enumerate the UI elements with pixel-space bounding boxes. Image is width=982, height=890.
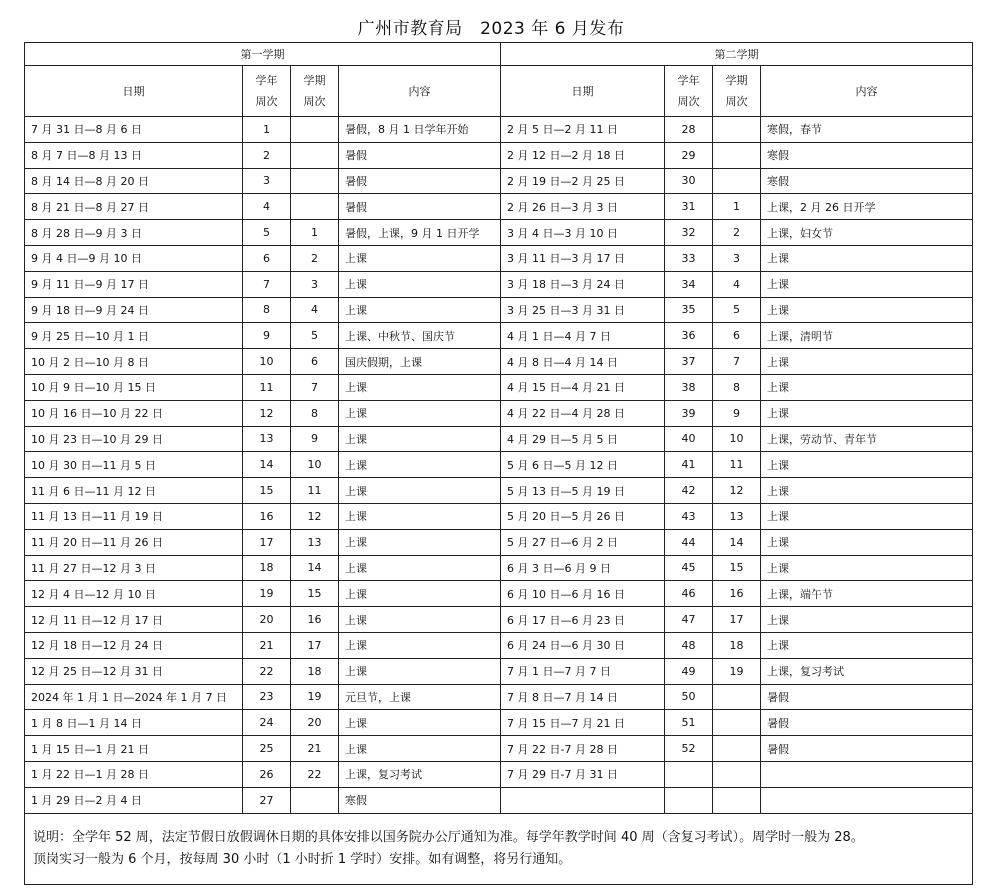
page-title: 广州市教育局 2023 年 6 月发布 <box>357 19 625 39</box>
sem1-content: 上课 <box>339 581 501 607</box>
sem2-semester-week: 5 <box>713 297 761 323</box>
sem1-content: 暑假，8 月 1 日学年开始 <box>339 117 501 143</box>
sem2-year-week: 44 <box>665 529 713 555</box>
sem2-year-week: 42 <box>665 478 713 504</box>
sem1-date: 8 月 28 日—9 月 3 日 <box>25 220 243 246</box>
sem1-semester-week: 15 <box>291 581 339 607</box>
sem1-semester-week: 8 <box>291 400 339 426</box>
sem2-date: 5 月 27 日—6 月 2 日 <box>501 529 665 555</box>
sem2-year-week: 52 <box>665 736 713 762</box>
sem2-semester-week: 8 <box>713 374 761 400</box>
table-row <box>25 684 973 710</box>
sem2-semester-week: 12 <box>713 478 761 504</box>
sem1-year-week: 1 <box>243 117 291 143</box>
sem1-content: 国庆假期，上课 <box>339 349 501 375</box>
sem1-content: 上课 <box>339 736 501 762</box>
note-line-2: 顶岗实习一般为 6 个月，按每周 30 小时（1 小时折 1 学时）安排。如有调整，将另行通知。 <box>33 851 572 867</box>
sem1-date: 8 月 7 日—8 月 13 日 <box>25 142 243 168</box>
sem2-content: 寒假 <box>761 142 973 168</box>
sem2-date: 4 月 22 日—4 月 28 日 <box>501 400 665 426</box>
sem1-semester-week: 9 <box>291 426 339 452</box>
sem2-content: 上课，端午节 <box>761 581 973 607</box>
sem1-year-week: 15 <box>243 478 291 504</box>
sem2-date: 6 月 3 日—6 月 9 日 <box>501 555 665 581</box>
sem1-year-week: 25 <box>243 736 291 762</box>
sem1-year-week: 27 <box>243 787 291 813</box>
sem2-semester-week: 11 <box>713 452 761 478</box>
sem1-year-week: 17 <box>243 529 291 555</box>
sem1-content: 上课 <box>339 426 501 452</box>
sem2-year-week: 38 <box>665 374 713 400</box>
sem2-content: 上课 <box>761 452 973 478</box>
sem1-semester-week: 6 <box>291 349 339 375</box>
sem1-date: 1 月 29 日—2 月 4 日 <box>25 787 243 813</box>
sem2-semester-week <box>713 710 761 736</box>
sem1-year-week: 26 <box>243 761 291 787</box>
sem2-date: 5 月 6 日—5 月 12 日 <box>501 452 665 478</box>
sem2-date: 2 月 12 日—2 月 18 日 <box>501 142 665 168</box>
sem1-content: 暑假 <box>339 168 501 194</box>
sem1-semester-week: 4 <box>291 297 339 323</box>
sem1-content: 上课 <box>339 478 501 504</box>
sem2-content: 上课 <box>761 632 973 658</box>
sem1-date: 1 月 15 日—1 月 21 日 <box>25 736 243 762</box>
sem2-date: 6 月 10 日—6 月 16 日 <box>501 581 665 607</box>
sem2-semester-week: 2 <box>713 220 761 246</box>
sem2-semester-week <box>713 168 761 194</box>
sem1-date: 1 月 8 日—1 月 14 日 <box>25 710 243 736</box>
sem1-year-week: 6 <box>243 245 291 271</box>
sem1-semester-week <box>291 142 339 168</box>
sem2-year-week: 37 <box>665 349 713 375</box>
sem2-semester-week: 7 <box>713 349 761 375</box>
sem1-year-week: 23 <box>243 684 291 710</box>
sem1-semester-week <box>291 194 339 220</box>
sem2-semester-week: 9 <box>713 400 761 426</box>
table-row <box>25 787 973 813</box>
sem2-date: 4 月 29 日—5 月 5 日 <box>501 426 665 452</box>
semester-header-row <box>25 43 973 66</box>
sem1-year-week: 5 <box>243 220 291 246</box>
sem2-year-week: 43 <box>665 503 713 529</box>
sem1-date: 10 月 30 日—11 月 5 日 <box>25 452 243 478</box>
sem2-semester-week: 3 <box>713 245 761 271</box>
sem2-date <box>501 787 665 813</box>
sem1-year-week: 7 <box>243 271 291 297</box>
year-week-header: 学年 周次 <box>243 66 291 117</box>
table-row <box>25 323 973 349</box>
semester-week-header: 学期 周次 <box>291 66 339 117</box>
sem1-date: 8 月 21 日—8 月 27 日 <box>25 194 243 220</box>
sem2-year-week <box>665 761 713 787</box>
sem1-semester-week: 22 <box>291 761 339 787</box>
sem2-year-week <box>665 787 713 813</box>
table-row <box>25 245 973 271</box>
sem2-semester-week: 16 <box>713 581 761 607</box>
sem2-semester-week: 6 <box>713 323 761 349</box>
sem1-date: 9 月 11 日—9 月 17 日 <box>25 271 243 297</box>
sem2-semester-week <box>713 761 761 787</box>
sem2-year-week: 29 <box>665 142 713 168</box>
sem1-semester-week <box>291 168 339 194</box>
sem2-content: 上课，清明节 <box>761 323 973 349</box>
sem1-year-week: 8 <box>243 297 291 323</box>
sem2-content: 寒假 <box>761 168 973 194</box>
sem1-year-week: 19 <box>243 581 291 607</box>
sem2-year-week: 31 <box>665 194 713 220</box>
sem1-date: 11 月 20 日—11 月 26 日 <box>25 529 243 555</box>
sem2-content: 上课，2 月 26 日开学 <box>761 194 973 220</box>
sem2-year-week: 40 <box>665 426 713 452</box>
sem1-semester-week: 11 <box>291 478 339 504</box>
sem1-content: 暑假，上课，9 月 1 日开学 <box>339 220 501 246</box>
table-row <box>25 555 973 581</box>
sem1-content: 上课 <box>339 297 501 323</box>
sem2-year-week: 47 <box>665 607 713 633</box>
sem2-content: 上课 <box>761 374 973 400</box>
sem2-semester-week: 18 <box>713 632 761 658</box>
date-header: 日期 <box>25 66 243 117</box>
sem1-content: 暑假 <box>339 194 501 220</box>
sem2-semester-week: 4 <box>713 271 761 297</box>
sem2-semester-week <box>713 787 761 813</box>
table-row <box>25 607 973 633</box>
sem2-year-week: 28 <box>665 117 713 143</box>
table-row <box>25 142 973 168</box>
sem1-semester-week: 17 <box>291 632 339 658</box>
sem2-date: 7 月 1 日—7 月 7 日 <box>501 658 665 684</box>
table-row <box>25 452 973 478</box>
sem2-semester-week: 13 <box>713 503 761 529</box>
sem1-content: 上课，复习考试 <box>339 761 501 787</box>
sem1-semester-week: 2 <box>291 245 339 271</box>
sem2-date: 7 月 8 日—7 月 14 日 <box>501 684 665 710</box>
sem2-year-week: 45 <box>665 555 713 581</box>
sem1-date: 10 月 9 日—10 月 15 日 <box>25 374 243 400</box>
sem2-year-week: 32 <box>665 220 713 246</box>
sem2-date: 2 月 19 日—2 月 25 日 <box>501 168 665 194</box>
sem2-date: 5 月 20 日—5 月 26 日 <box>501 503 665 529</box>
sem1-content: 元旦节，上课 <box>339 684 501 710</box>
sem2-content: 上课 <box>761 271 973 297</box>
sem1-date: 2024 年 1 月 1 日—2024 年 1 月 7 日 <box>25 684 243 710</box>
sem1-year-week: 9 <box>243 323 291 349</box>
sem2-semester-week <box>713 736 761 762</box>
sem2-date: 7 月 15 日—7 月 21 日 <box>501 710 665 736</box>
calendar-body <box>25 117 973 814</box>
sem1-year-week: 2 <box>243 142 291 168</box>
sem1-year-week: 13 <box>243 426 291 452</box>
sem2-content: 暑假 <box>761 736 973 762</box>
table-row <box>25 710 973 736</box>
table-row <box>25 117 973 143</box>
sem1-date: 8 月 14 日—8 月 20 日 <box>25 168 243 194</box>
sem1-semester-week: 21 <box>291 736 339 762</box>
sem1-date: 9 月 18 日—9 月 24 日 <box>25 297 243 323</box>
sem2-date: 6 月 24 日—6 月 30 日 <box>501 632 665 658</box>
sem2-year-week: 51 <box>665 710 713 736</box>
sem2-semester-week <box>713 142 761 168</box>
sem1-semester-week: 7 <box>291 374 339 400</box>
sem1-content: 上课 <box>339 374 501 400</box>
sem2-date: 2 月 5 日—2 月 11 日 <box>501 117 665 143</box>
sem1-content: 上课 <box>339 400 501 426</box>
sem2-semester-week: 10 <box>713 426 761 452</box>
sem1-date: 12 月 11 日—12 月 17 日 <box>25 607 243 633</box>
school-calendar-table <box>24 42 973 885</box>
sem1-date: 7 月 31 日—8 月 6 日 <box>25 117 243 143</box>
sem1-content: 上课 <box>339 607 501 633</box>
table-row <box>25 503 973 529</box>
semester-week-header: 学期 周次 <box>713 66 761 117</box>
sem2-semester-week <box>713 684 761 710</box>
sem1-semester-week: 10 <box>291 452 339 478</box>
sem2-semester-week: 17 <box>713 607 761 633</box>
content-header: 内容 <box>761 66 973 117</box>
sem2-content: 上课 <box>761 245 973 271</box>
sem1-semester-week <box>291 117 339 143</box>
sem1-year-week: 24 <box>243 710 291 736</box>
sem2-year-week: 41 <box>665 452 713 478</box>
table-row <box>25 297 973 323</box>
sem1-content: 上课 <box>339 529 501 555</box>
sem1-year-week: 10 <box>243 349 291 375</box>
sem1-date: 10 月 2 日—10 月 8 日 <box>25 349 243 375</box>
sem1-semester-week: 20 <box>291 710 339 736</box>
sem1-content: 上课 <box>339 555 501 581</box>
sem2-date: 7 月 29 日-7 月 31 日 <box>501 761 665 787</box>
sem2-year-week: 36 <box>665 323 713 349</box>
sem1-semester-week: 16 <box>291 607 339 633</box>
sem1-semester-week: 14 <box>291 555 339 581</box>
content-header: 内容 <box>339 66 501 117</box>
sem1-date: 10 月 23 日—10 月 29 日 <box>25 426 243 452</box>
sem2-date: 4 月 8 日—4 月 14 日 <box>501 349 665 375</box>
sem2-semester-week: 1 <box>713 194 761 220</box>
sem2-content: 上课，妇女节 <box>761 220 973 246</box>
sem2-content: 上课 <box>761 349 973 375</box>
sem2-content: 上课 <box>761 529 973 555</box>
sem1-date: 9 月 25 日—10 月 1 日 <box>25 323 243 349</box>
sem2-year-week: 48 <box>665 632 713 658</box>
column-header-row <box>25 66 973 117</box>
sem1-content: 上课 <box>339 271 501 297</box>
table-row <box>25 349 973 375</box>
sem2-date: 3 月 4 日—3 月 10 日 <box>501 220 665 246</box>
sem1-date: 1 月 22 日—1 月 28 日 <box>25 761 243 787</box>
sem2-year-week: 39 <box>665 400 713 426</box>
sem1-date: 9 月 4 日—9 月 10 日 <box>25 245 243 271</box>
sem1-content: 上课 <box>339 710 501 736</box>
sem1-content: 暑假 <box>339 142 501 168</box>
sem1-content: 上课 <box>339 658 501 684</box>
sem2-semester-week: 14 <box>713 529 761 555</box>
sem1-content: 上课 <box>339 245 501 271</box>
sem1-semester-week: 19 <box>291 684 339 710</box>
sem1-year-week: 20 <box>243 607 291 633</box>
sem1-date: 12 月 25 日—12 月 31 日 <box>25 658 243 684</box>
table-row <box>25 168 973 194</box>
sem1-semester-week: 1 <box>291 220 339 246</box>
sem2-content: 上课 <box>761 400 973 426</box>
sem1-date: 12 月 18 日—12 月 24 日 <box>25 632 243 658</box>
sem1-content: 上课 <box>339 503 501 529</box>
sem1-semester-week: 18 <box>291 658 339 684</box>
sem2-semester-week: 19 <box>713 658 761 684</box>
sem2-content: 上课 <box>761 503 973 529</box>
sem2-content: 上课 <box>761 297 973 323</box>
sem1-year-week: 18 <box>243 555 291 581</box>
sem1-date: 10 月 16 日—10 月 22 日 <box>25 400 243 426</box>
sem2-date: 3 月 11 日—3 月 17 日 <box>501 245 665 271</box>
sem1-year-week: 4 <box>243 194 291 220</box>
sem1-year-week: 16 <box>243 503 291 529</box>
sem1-semester-week: 13 <box>291 529 339 555</box>
sem1-date: 11 月 13 日—11 月 19 日 <box>25 503 243 529</box>
sem2-year-week: 34 <box>665 271 713 297</box>
sem2-date: 2 月 26 日—3 月 3 日 <box>501 194 665 220</box>
sem1-year-week: 22 <box>243 658 291 684</box>
table-row <box>25 478 973 504</box>
table-row <box>25 194 973 220</box>
sem2-date: 5 月 13 日—5 月 19 日 <box>501 478 665 504</box>
sem1-year-week: 3 <box>243 168 291 194</box>
sem2-content: 上课，复习考试 <box>761 658 973 684</box>
year-week-header: 学年 周次 <box>665 66 713 117</box>
sem2-content <box>761 761 973 787</box>
table-row <box>25 632 973 658</box>
sem2-content: 上课 <box>761 478 973 504</box>
table-row <box>25 426 973 452</box>
sem2-content: 上课 <box>761 607 973 633</box>
sem1-content: 上课 <box>339 632 501 658</box>
table-row <box>25 220 973 246</box>
note-row <box>25 813 973 884</box>
sem2-year-week: 50 <box>665 684 713 710</box>
table-row <box>25 400 973 426</box>
sem1-content: 寒假 <box>339 787 501 813</box>
sem2-date: 3 月 18 日—3 月 24 日 <box>501 271 665 297</box>
sem1-year-week: 14 <box>243 452 291 478</box>
table-row <box>25 761 973 787</box>
sem2-semester-week <box>713 117 761 143</box>
sem2-date: 6 月 17 日—6 月 23 日 <box>501 607 665 633</box>
sem2-year-week: 35 <box>665 297 713 323</box>
sem2-date: 4 月 15 日—4 月 21 日 <box>501 374 665 400</box>
sem1-semester-week: 12 <box>291 503 339 529</box>
table-row <box>25 529 973 555</box>
sem1-year-week: 12 <box>243 400 291 426</box>
sem2-year-week: 46 <box>665 581 713 607</box>
sem2-year-week: 49 <box>665 658 713 684</box>
sem1-semester-week <box>291 787 339 813</box>
sem2-date: 4 月 1 日—4 月 7 日 <box>501 323 665 349</box>
sem1-year-week: 11 <box>243 374 291 400</box>
sem2-content: 寒假，春节 <box>761 117 973 143</box>
sem2-content: 暑假 <box>761 684 973 710</box>
sem2-content: 上课，劳动节、青年节 <box>761 426 973 452</box>
sem1-date: 11 月 6 日—11 月 12 日 <box>25 478 243 504</box>
sem1-date: 11 月 27 日—12 月 3 日 <box>25 555 243 581</box>
sem1-date: 12 月 4 日—12 月 10 日 <box>25 581 243 607</box>
sem2-year-week: 33 <box>665 245 713 271</box>
sem2-content: 暑假 <box>761 710 973 736</box>
sem2-year-week: 30 <box>665 168 713 194</box>
date-header: 日期 <box>501 66 665 117</box>
sem1-content: 上课 <box>339 452 501 478</box>
sem2-date: 7 月 22 日-7 月 28 日 <box>501 736 665 762</box>
table-row <box>25 658 973 684</box>
note-text <box>25 813 973 884</box>
sem2-date: 3 月 25 日—3 月 31 日 <box>501 297 665 323</box>
sem1-content: 上课、中秋节、国庆节 <box>339 323 501 349</box>
semester1-header: 第一学期 <box>25 43 501 66</box>
sem2-semester-week: 15 <box>713 555 761 581</box>
table-row <box>25 374 973 400</box>
sem1-year-week: 21 <box>243 632 291 658</box>
sem1-semester-week: 3 <box>291 271 339 297</box>
note-line-1: 说明：全学年 52 周，法定节假日放假调休日期的具体安排以国务院办公厅通知为准。每学年教学时间 40 周（含复习考试）。周学时一般为 28。 <box>33 829 864 845</box>
table-row <box>25 736 973 762</box>
sem2-content <box>761 787 973 813</box>
sem2-content: 上课 <box>761 555 973 581</box>
sem1-semester-week: 5 <box>291 323 339 349</box>
semester2-header: 第二学期 <box>501 43 973 66</box>
table-row <box>25 581 973 607</box>
table-row <box>25 271 973 297</box>
